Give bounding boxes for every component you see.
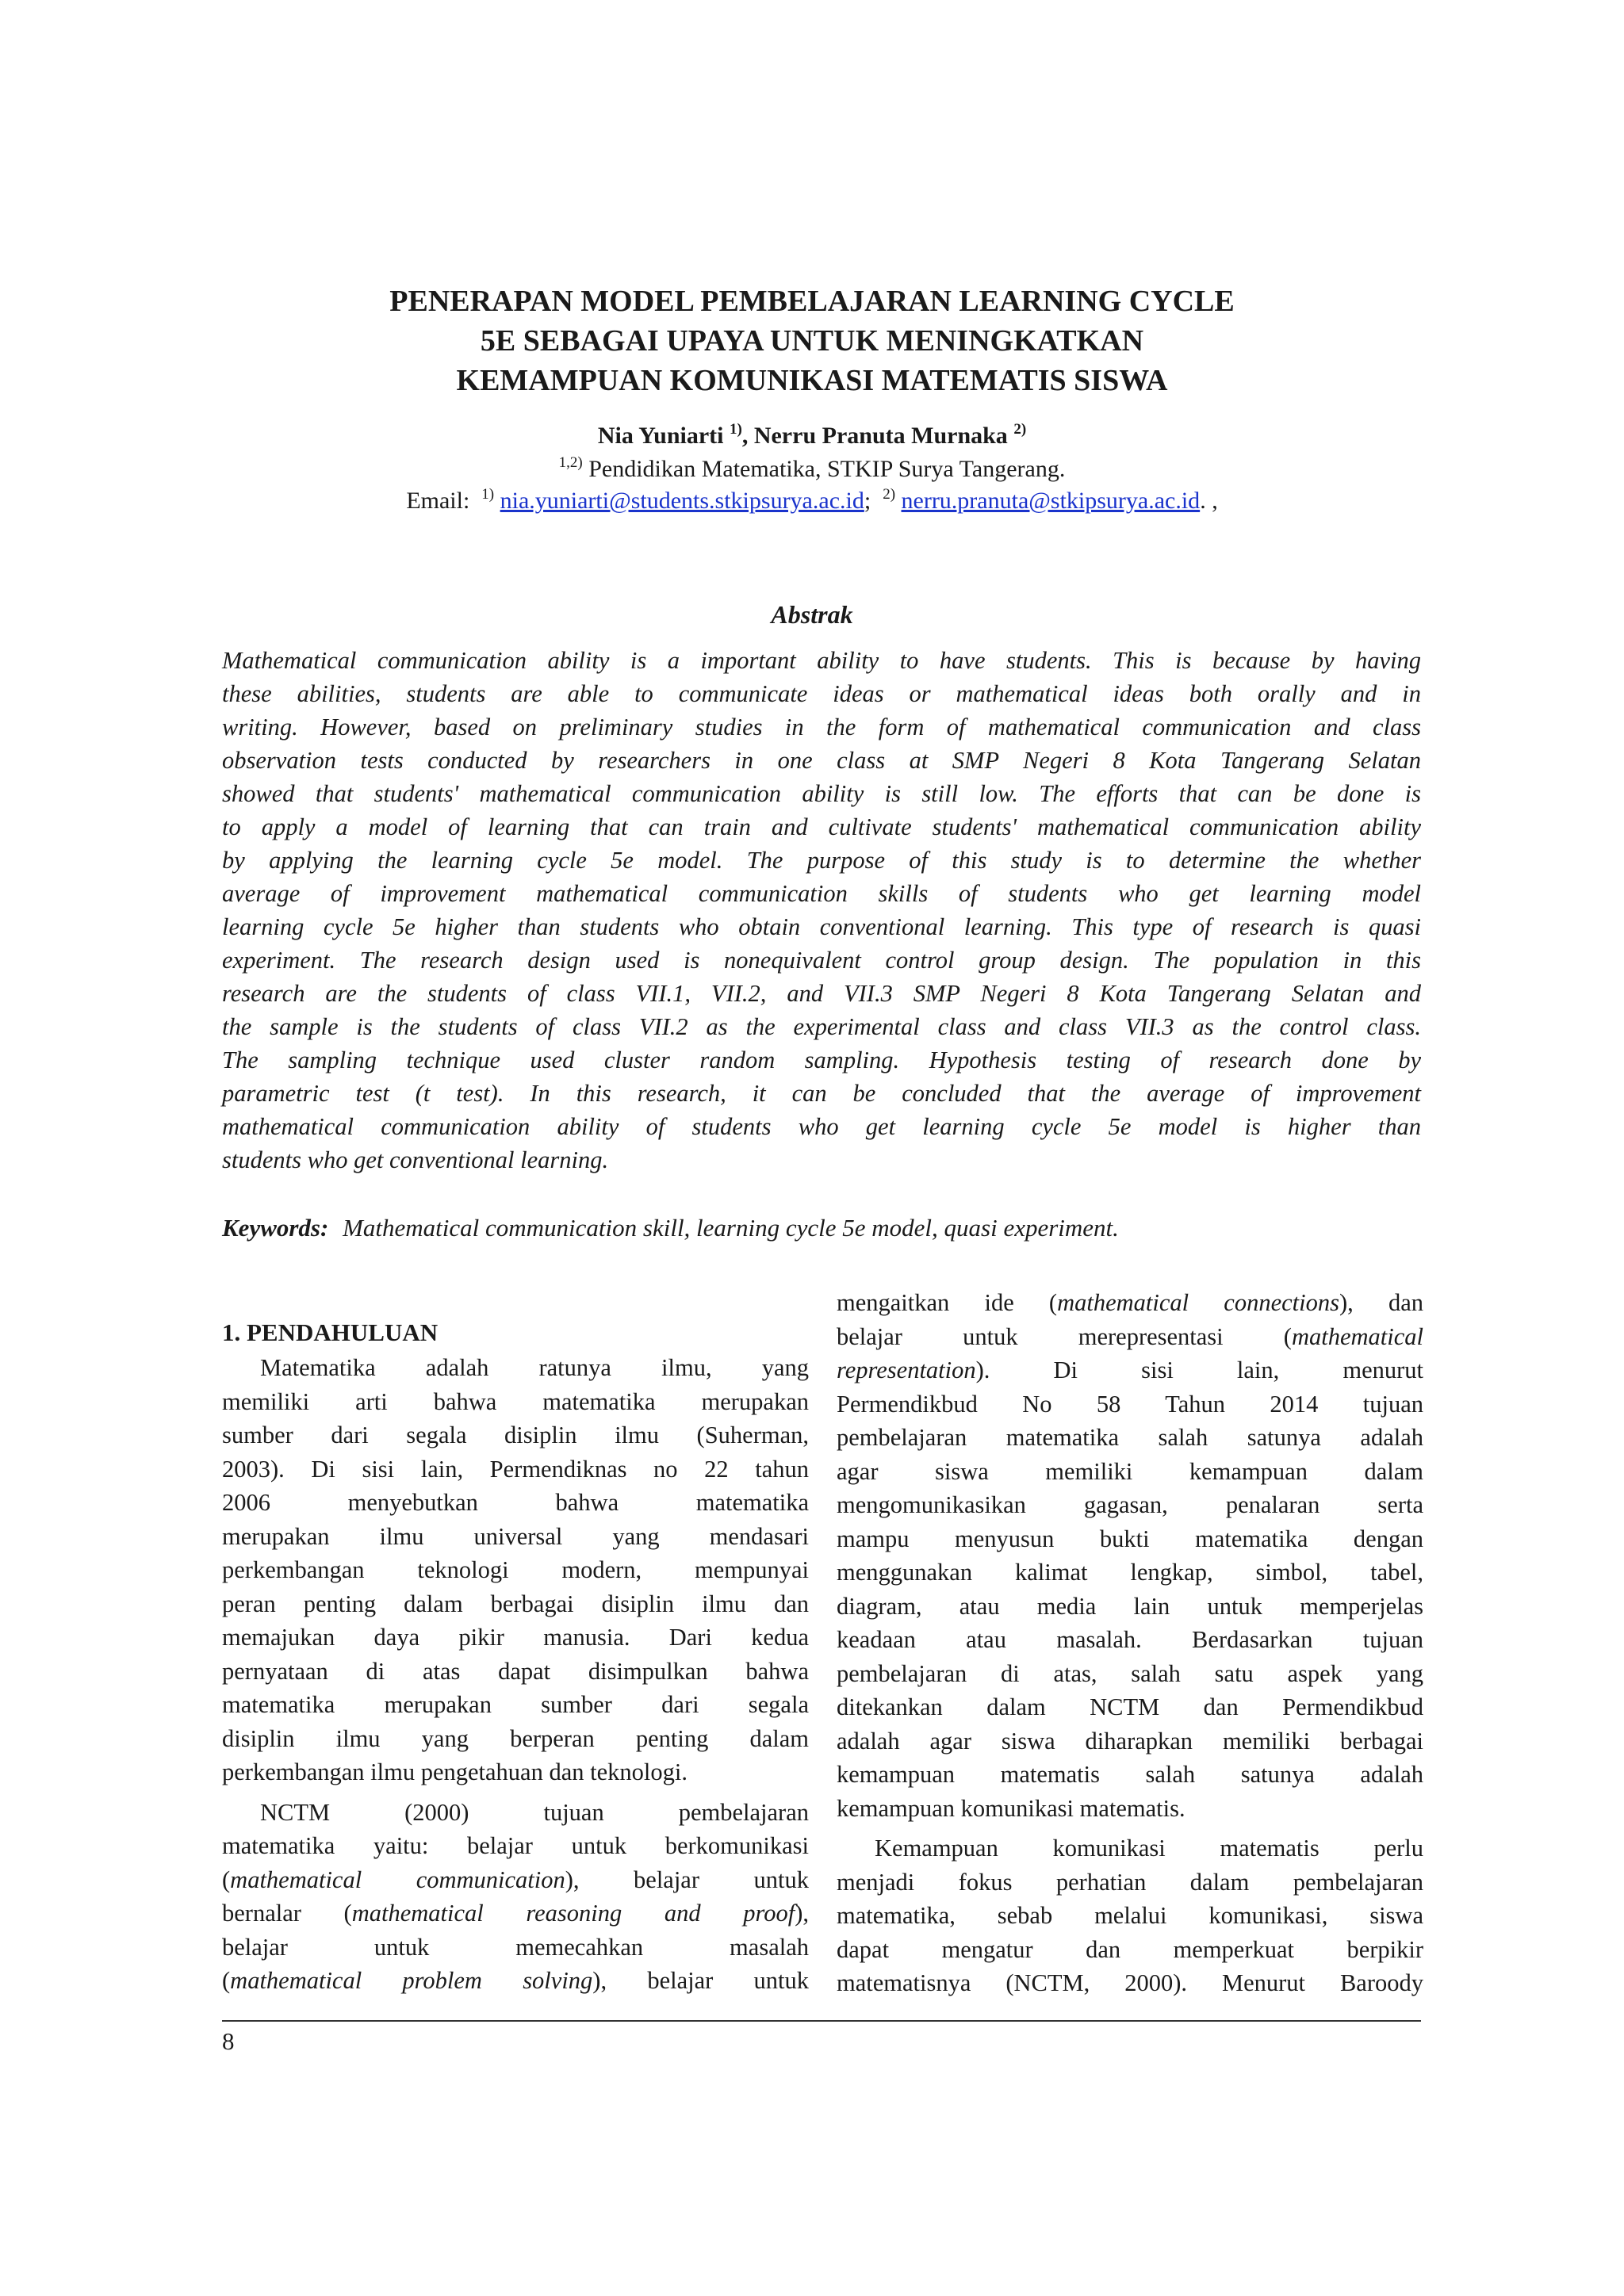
abstract-line: average of improvement mathematical communication skills of students who get learning model — [222, 880, 1421, 907]
body-line: dapat mengatur dan memperkuat berpikir — [837, 1935, 1423, 1963]
body-line: belajar untuk merepresentasi (mathematical — [837, 1322, 1423, 1350]
body-line: Permendikbud No 58 Tahun 2014 tujuan — [837, 1390, 1423, 1418]
abstract-line: The sampling technique used cluster random sampling. Hypothesis testing of research done by — [222, 1047, 1421, 1073]
body-line: perkembangan teknologi modern, mempunyai — [222, 1556, 809, 1583]
body-line: diagram, atau media lain untuk memperjelas — [837, 1592, 1423, 1620]
abstract-line: observation tests conducted by researchers in one class at SMP Negeri 8 Kota Tangerang Selatan — [222, 747, 1421, 774]
body-line: matematisnya (NCTM, 2000). Menurut Baroody — [837, 1969, 1423, 1996]
body-line: perkembangan ilmu pengetahuan dan teknologi. — [222, 1758, 688, 1785]
section-heading: 1. PENDAHULUAN — [222, 1318, 439, 1346]
title-line: 5E SEBAGAI UPAYA UNTUK MENINGKATKAN — [480, 324, 1144, 358]
body-line: mengaitkan ide (mathematical connections), dan — [837, 1289, 1424, 1316]
abstract-line: learning cycle 5e higher than students who obtain conventional learning. This type of research is quasi — [222, 913, 1421, 940]
body-line: NCTM (2000) tujuan pembelajaran — [260, 1798, 809, 1826]
abstract-line: writing. However, based on preliminary studies in the form of mathematical communication and class — [222, 714, 1421, 740]
body-line: mengomunikasikan gagasan, penalaran serta — [837, 1491, 1423, 1518]
body-line: memiliki arti bahwa matematika merupakan — [222, 1387, 809, 1415]
body-line: mampu menyusun bukti matematika dengan — [837, 1525, 1423, 1552]
body-line: peran penting dalam berbagai disiplin ilmu dan — [222, 1590, 809, 1617]
body-line: sumber dari segala disiplin ilmu (Suherman, — [222, 1422, 809, 1448]
email-link-2[interactable]: nerru.pranuta@stkipsurya.ac.id — [901, 488, 1201, 514]
body-line: (mathematical communication), belajar untuk — [222, 1866, 809, 1893]
body-line: menjadi fokus perhatian dalam pembelajaran — [837, 1868, 1423, 1896]
body-line: matematika merupakan sumber dari segala — [222, 1691, 809, 1718]
body-line: representation). Di sisi lain, menurut — [837, 1357, 1423, 1383]
keywords-label: Keywords: — [222, 1214, 329, 1242]
abstract-line: research are the students of class VII.1, VII.2, and VII.3 SMP Negeri 8 Kota Tangerang Selatan and — [222, 980, 1421, 1007]
body-line: kemampuan komunikasi matematis. — [837, 1794, 1185, 1822]
abstract-body — [222, 644, 1421, 1177]
right-column — [837, 1286, 1423, 2000]
body-line: merupakan ilmu universal yang mendasari — [222, 1522, 809, 1550]
paper-title — [0, 281, 1624, 400]
body-line: adalah agar siswa diharapkan memiliki berbagai — [837, 1727, 1423, 1755]
body-line: Kemampuan komunikasi matematis perlu — [875, 1835, 1423, 1862]
abstract-line: parametric test (t test). In this research, it can be concluded that the average of improvement — [222, 1080, 1421, 1107]
email-marker: 2) — [883, 486, 896, 503]
body-line: keadaan atau masalah. Berdasarkan tujuan — [837, 1626, 1423, 1653]
body-line: 2003). Di sisi lain, Permendiknas no 22 tahun — [222, 1455, 809, 1483]
body-line: menggunakan kalimat lengkap, simbol, tabel, — [837, 1559, 1423, 1586]
body-line: kemampuan matematis salah satunya adalah — [837, 1761, 1423, 1788]
abstract-line: these abilities, students are able to communicate ideas or mathematical ideas both orally and in — [222, 680, 1421, 707]
keywords-text: Mathematical communication skill, learning cycle 5e model, quasi experiment. — [343, 1214, 1119, 1242]
author-name: Nia Yuniarti — [597, 423, 724, 449]
body-line: agar siswa memiliki kemampuan dalam — [837, 1457, 1423, 1485]
abstract-heading: Abstrak — [771, 600, 853, 629]
abstract-line: to apply a model of learning that can train and cultivate students' mathematical communication ability — [222, 813, 1421, 840]
body-line: pernyataan di atas dapat disimpulkan bahwa — [222, 1657, 809, 1685]
author-marker: 2) — [1013, 421, 1027, 438]
body-line: matematika, sebab melalui komunikasi, siswa — [837, 1902, 1423, 1929]
body-line: memajukan daya pikir manusia. Dari kedua — [222, 1624, 809, 1651]
email-link-1[interactable]: nia.yuniarti@students.stkipsurya.ac.id — [500, 488, 864, 514]
body-line: belajar untuk memecahkan masalah — [222, 1933, 809, 1961]
body-line: pembelajaran matematika salah satunya adalah — [837, 1424, 1423, 1451]
left-column — [222, 1314, 809, 1998]
body-line: matematika yaitu: belajar untuk berkomunikasi — [222, 1832, 809, 1859]
body-line: Matematika adalah ratunya ilmu, yang — [260, 1354, 809, 1381]
keywords — [222, 1211, 1421, 1245]
body-line: pembelajaran di atas, salah satu aspek yang — [837, 1659, 1423, 1687]
abstract-line: experiment. The research design used is nonequivalent control group design. The population in this — [222, 947, 1421, 974]
author-line: Nia Yuniarti $^{1)}$, Nerru Pranuta Murnaka $^{2)}$ — [597, 421, 1027, 449]
title-line: PENERAPAN MODEL PEMBELAJARAN LEARNING CYCLE — [389, 285, 1235, 318]
abstract-line: by applying the learning cycle 5e model. The purpose of this study is to determine the whether — [222, 847, 1421, 874]
abstract-line: Mathematical communication ability is a important ability to have students. This is because by having — [222, 647, 1421, 674]
body-line: 2006 menyebutkan bahwa matematika — [222, 1489, 809, 1516]
title-line: KEMAMPUAN KOMUNIKASI MATEMATIS SISWA — [456, 364, 1168, 397]
abstract-line: mathematical communication ability of students who get learning cycle 5e model is higher than — [222, 1113, 1421, 1140]
body-line: (mathematical problem solving), belajar untuk — [222, 1967, 809, 1994]
author-marker: 1) — [730, 421, 742, 438]
body-line: ditekankan dalam NCTM dan Permendikbud — [837, 1693, 1423, 1720]
body-line: disiplin ilmu yang berperan penting dalam — [222, 1724, 809, 1752]
body-line: bernalar (mathematical reasoning and proof), — [222, 1900, 810, 1927]
abstract-line: students who get conventional learning. — [222, 1146, 609, 1173]
email-marker: 1) — [481, 486, 495, 503]
affiliation-text: Pendidikan Matematika, STKIP Surya Tangerang. — [588, 456, 1066, 482]
abstract-line: showed that students' mathematical communication ability is still low. The efforts that can be done is — [222, 780, 1421, 807]
footer-rule — [222, 2020, 1421, 2022]
affiliation — [0, 453, 1624, 485]
email-label: Email: — [406, 488, 470, 514]
abstract-line: the sample is the students of class VII.2 as the experimental class and class VII.3 as the control class. — [222, 1013, 1421, 1040]
email-line: Email: $^{1)}$ nia.yuniarti@students.stkipsurya.ac.id; $^{2)}$ nerru.pranuta@stkipsurya.ac.id. , — [406, 486, 1218, 514]
affiliation-marker: 1,2) — [558, 454, 583, 471]
page-number: 8 — [222, 2027, 235, 2055]
author-name: Nerru Pranuta Murnaka — [753, 423, 1008, 449]
